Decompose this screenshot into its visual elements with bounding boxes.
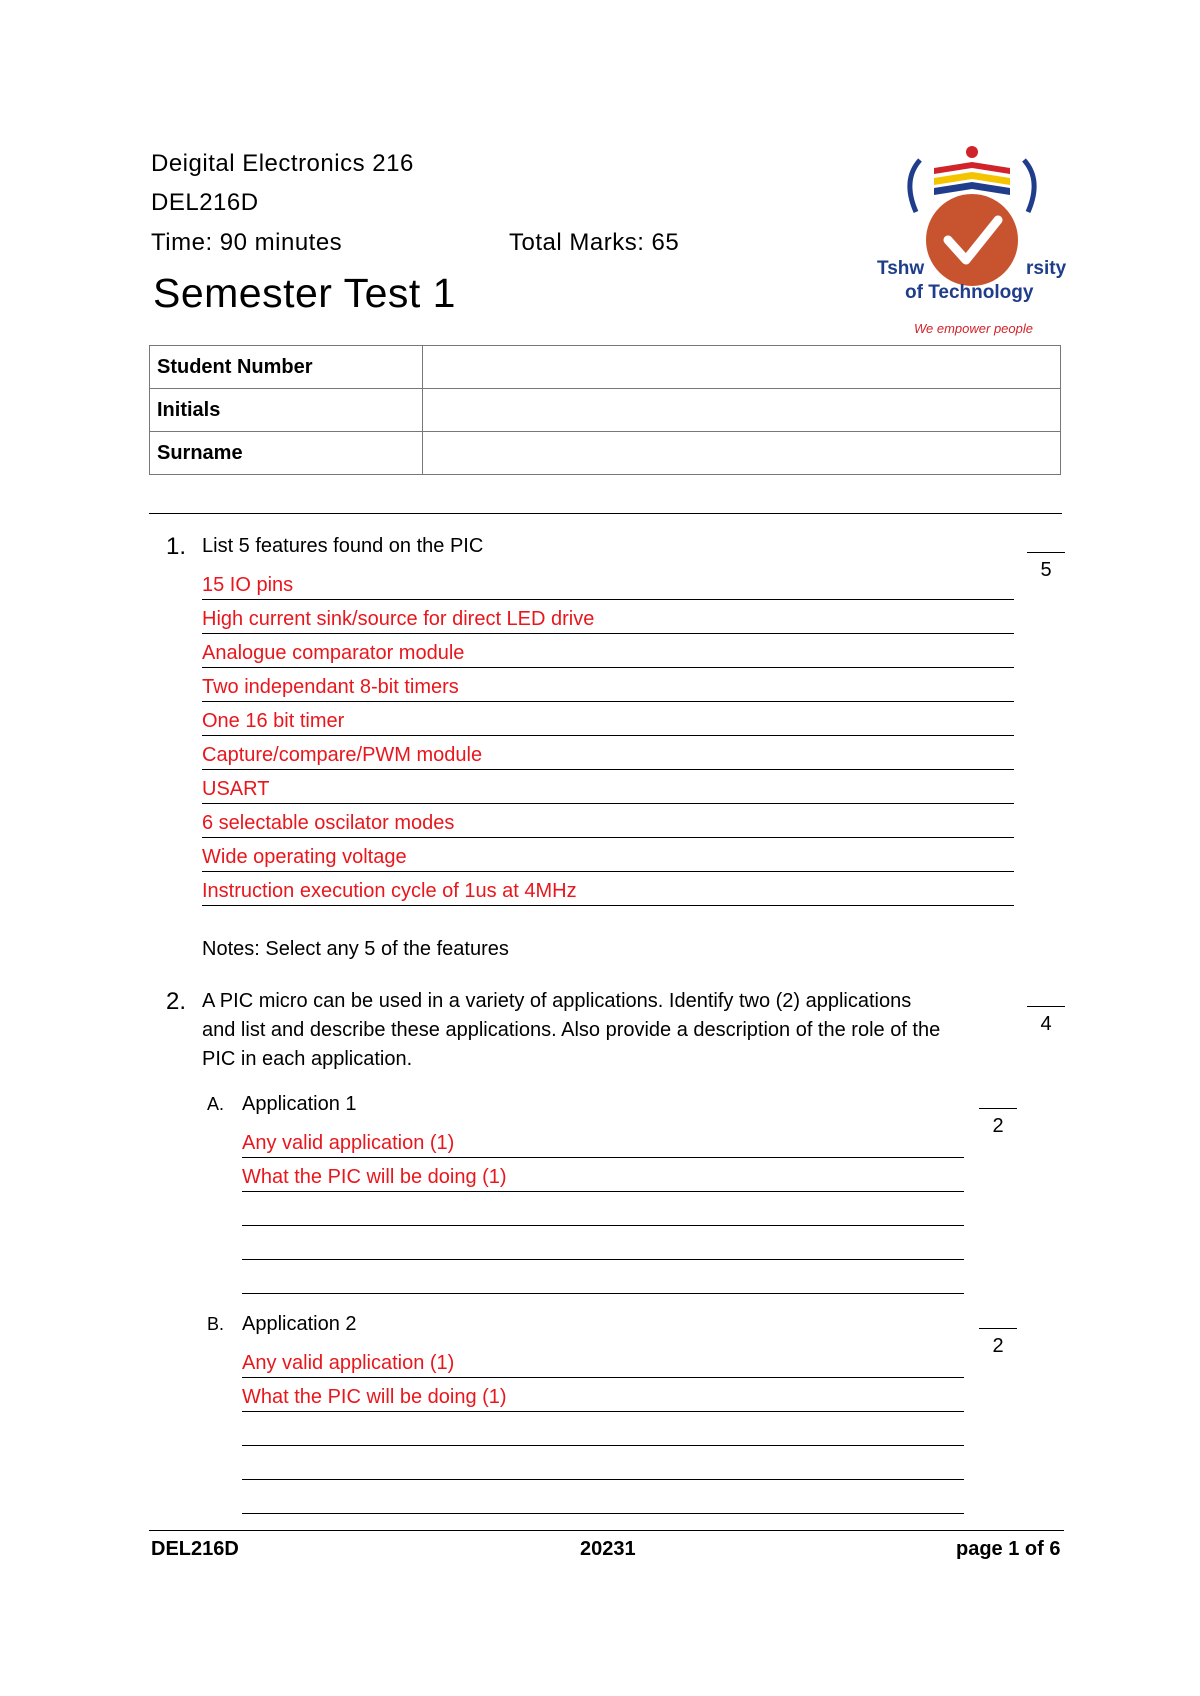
q1-answer-1: 15 IO pins [202, 574, 294, 596]
question-1-marks-value: 5 [1040, 559, 1052, 581]
part-a-answer-1: Any valid application (1) [242, 1132, 455, 1154]
university-logo [872, 140, 1072, 340]
footer-divider [149, 1530, 1064, 1531]
student-number-field[interactable] [423, 346, 1061, 389]
q1-answer-10: Instruction execution cycle of 1us at 4MHz [202, 880, 577, 902]
q1-answer-6: Capture/compare/PWM module [202, 744, 483, 766]
table-row [150, 432, 1061, 475]
answer-line [202, 599, 1014, 600]
part-b-marks [979, 1328, 1017, 1358]
q1-answer-7: USART [202, 778, 270, 800]
answer-line [242, 1479, 964, 1480]
question-2-number: 2. [166, 988, 187, 1015]
q1-answer-5: One 16 bit timer [202, 710, 345, 732]
logo-tagline: We empower people [914, 321, 1033, 336]
part-a-title: Application 1 [242, 1093, 357, 1115]
total-marks: Total Marks: 65 [509, 229, 680, 256]
answer-line [202, 769, 1014, 770]
page-title: Semester Test 1 [153, 270, 456, 316]
answer-line [202, 803, 1014, 804]
answer-line [242, 1191, 964, 1192]
question-2-marks [1027, 1006, 1065, 1036]
answer-line [242, 1157, 964, 1158]
q1-answer-2: High current sink/source for direct LED drive [202, 608, 595, 630]
student-info-table [149, 345, 1061, 475]
answer-line [202, 905, 1014, 906]
logo-text-right: rsity [1026, 258, 1067, 279]
logo-text-left: Tshw [877, 258, 925, 279]
table-row [150, 389, 1061, 432]
part-b-marks-value: 2 [992, 1335, 1004, 1357]
part-a-marks [979, 1108, 1017, 1138]
q1-answer-4: Two independant 8-bit timers [202, 676, 459, 698]
footer-reference: 20231 [580, 1538, 636, 1560]
question-2-text-line-1: A PIC micro can be used in a variety of applications. Identify two (2) applications [202, 990, 912, 1012]
answer-line [202, 633, 1014, 634]
answer-line [242, 1225, 964, 1226]
initials-field[interactable] [423, 389, 1061, 432]
answer-line [242, 1513, 964, 1514]
part-a-marks-value: 2 [992, 1115, 1004, 1137]
part-a-letter: A. [207, 1094, 225, 1114]
q1-answer-3: Analogue comparator module [202, 642, 465, 664]
answer-line [202, 837, 1014, 838]
answer-line [202, 667, 1014, 668]
answer-line [242, 1293, 964, 1294]
q1-answer-9: Wide operating voltage [202, 846, 407, 868]
answer-line [242, 1259, 964, 1260]
question-1-number: 1. [166, 533, 187, 560]
table-row [150, 346, 1061, 389]
question-2-text-line-2: and list and describe these applications. Also provide a description of the role of the [202, 1019, 941, 1041]
initials-label: Initials [150, 389, 423, 432]
answer-line [242, 1411, 964, 1412]
question-2-marks-value: 4 [1040, 1013, 1052, 1035]
part-b-answer-1: Any valid application (1) [242, 1352, 455, 1374]
answer-line [202, 871, 1014, 872]
course-name: Deigital Electronics 216 [151, 150, 414, 177]
question-1-marks [1027, 552, 1065, 582]
course-code: DEL216D [151, 189, 259, 216]
part-b-title: Application 2 [242, 1313, 357, 1335]
section-divider [149, 513, 1062, 514]
part-b-answer-2: What the PIC will be doing (1) [242, 1386, 507, 1408]
answer-line [242, 1377, 964, 1378]
question-2-text-line-3: PIC in each application. [202, 1048, 413, 1070]
logo-text-line2: of Technology [905, 282, 1034, 303]
q1-answer-8: 6 selectable oscilator modes [202, 812, 455, 834]
question-1-notes: Notes: Select any 5 of the features [202, 938, 509, 960]
answer-line [202, 701, 1014, 702]
surname-field[interactable] [423, 432, 1061, 475]
question-1-text: List 5 features found on the PIC [202, 535, 484, 557]
part-a-answer-2: What the PIC will be doing (1) [242, 1166, 507, 1188]
footer-page-number: page 1 of 6 [956, 1538, 1061, 1560]
surname-label: Surname [150, 432, 423, 475]
student-number-label: Student Number [150, 346, 423, 389]
part-b-letter: B. [207, 1314, 225, 1334]
time-allowed: Time: 90 minutes [151, 229, 343, 256]
logo-emblem-icon [872, 140, 1072, 340]
answer-line [202, 735, 1014, 736]
footer-course-code: DEL216D [151, 1538, 239, 1560]
answer-line [242, 1445, 964, 1446]
